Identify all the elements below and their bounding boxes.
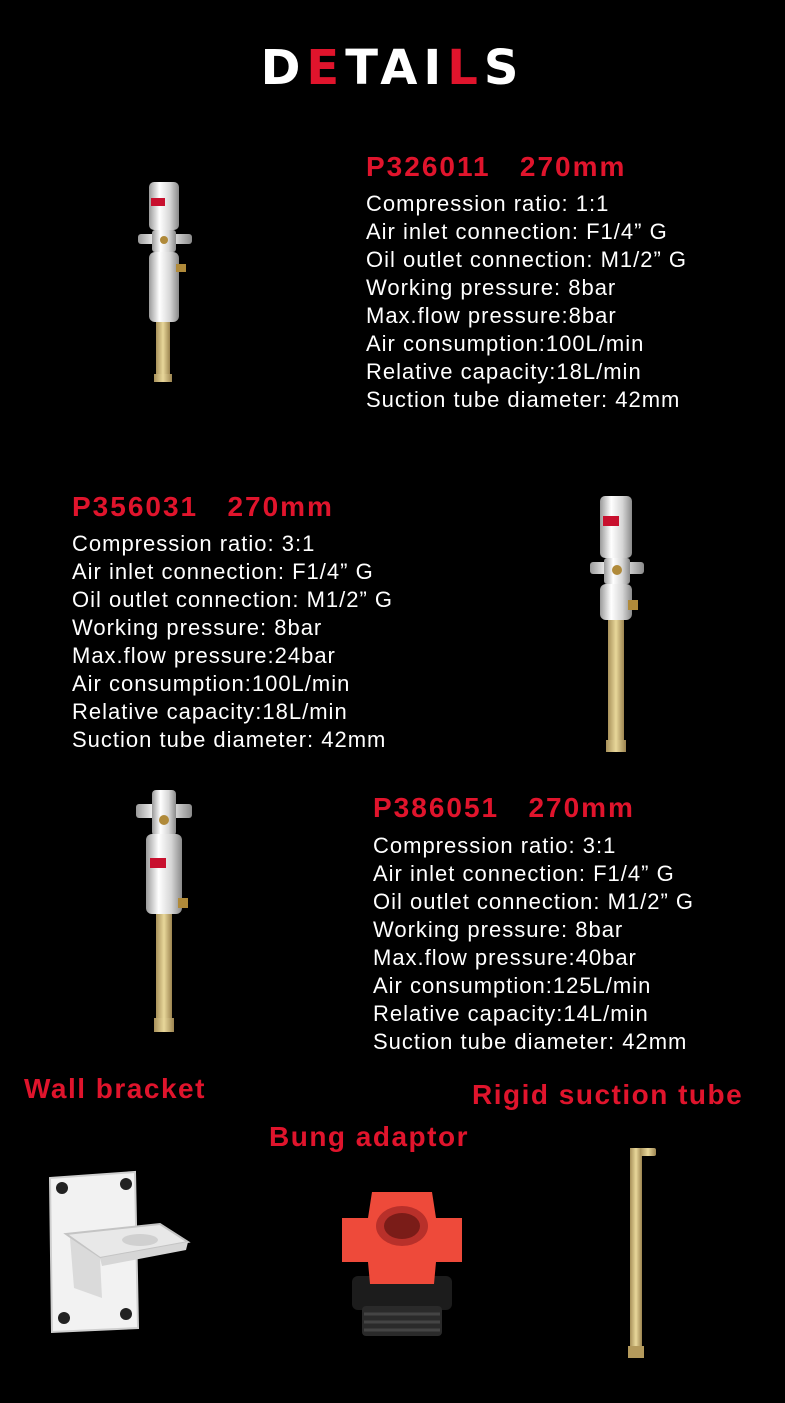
title-letter-accent: L <box>447 40 484 96</box>
product-heading: P386051 270mm <box>373 792 635 823</box>
suction-tube-image <box>622 1142 662 1362</box>
spec-suction-tube-diameter: Suction tube diameter: 42mm <box>373 1029 688 1054</box>
spec-air-consumption: Air consumption:100L/min <box>366 331 645 356</box>
spec-working-pressure: Working pressure: 8bar <box>366 275 617 300</box>
spec-oil-outlet: Oil outlet connection: M1/2” G <box>72 587 394 612</box>
spec-oil-outlet: Oil outlet connection: M1/2” G <box>366 247 688 272</box>
wall-bracket-image <box>40 1168 195 1338</box>
spec-working-pressure: Working pressure: 8bar <box>72 615 323 640</box>
air-pump-image-3 <box>130 786 200 1038</box>
product-heading: P326011 270mm <box>366 151 627 182</box>
accessory-label-rigid-suction-tube: Rigid suction tube <box>472 1079 744 1110</box>
bung-adaptor-image <box>338 1188 466 1340</box>
product-spec-list <box>373 832 694 1056</box>
air-pump-image-2 <box>580 492 660 760</box>
spec-air-inlet: Air inlet connection: F1/4” G <box>72 559 374 584</box>
spec-oil-outlet: Oil outlet connection: M1/2” G <box>373 889 695 914</box>
accessory-label-wall-bracket: Wall bracket <box>24 1073 206 1104</box>
spec-relative-capacity: Relative capacity:18L/min <box>72 699 348 724</box>
spec-suction-tube-diameter: Suction tube diameter: 42mm <box>366 387 681 412</box>
spec-relative-capacity: Relative capacity:18L/min <box>366 359 642 384</box>
spec-air-consumption: Air consumption:100L/min <box>72 671 351 696</box>
spec-air-inlet: Air inlet connection: F1/4” G <box>366 219 668 244</box>
title-letter-accent: E <box>306 40 346 96</box>
spec-max-flow-pressure: Max.flow pressure:8bar <box>366 303 617 328</box>
title-letter: S <box>483 40 525 96</box>
product-spec-list <box>366 190 687 414</box>
product-spec-list <box>72 530 393 754</box>
spec-compression-ratio: Compression ratio: 3:1 <box>373 833 617 858</box>
page-title <box>0 38 785 98</box>
spec-compression-ratio: Compression ratio: 3:1 <box>72 531 316 556</box>
spec-suction-tube-diameter: Suction tube diameter: 42mm <box>72 727 387 752</box>
product-heading: P356031 270mm <box>72 491 334 522</box>
spec-relative-capacity: Relative capacity:14L/min <box>373 1001 649 1026</box>
spec-compression-ratio: Compression ratio: 1:1 <box>366 191 610 216</box>
air-pump-image-1 <box>130 178 200 388</box>
spec-air-consumption: Air consumption:125L/min <box>373 973 652 998</box>
accessory-label-bung-adaptor: Bung adaptor <box>269 1121 469 1152</box>
spec-max-flow-pressure: Max.flow pressure:24bar <box>72 643 336 668</box>
spec-working-pressure: Working pressure: 8bar <box>373 917 624 942</box>
title-letter: TAI <box>345 40 448 96</box>
spec-air-inlet: Air inlet connection: F1/4” G <box>373 861 675 886</box>
title-letter: D <box>260 40 307 96</box>
spec-max-flow-pressure: Max.flow pressure:40bar <box>373 945 637 970</box>
